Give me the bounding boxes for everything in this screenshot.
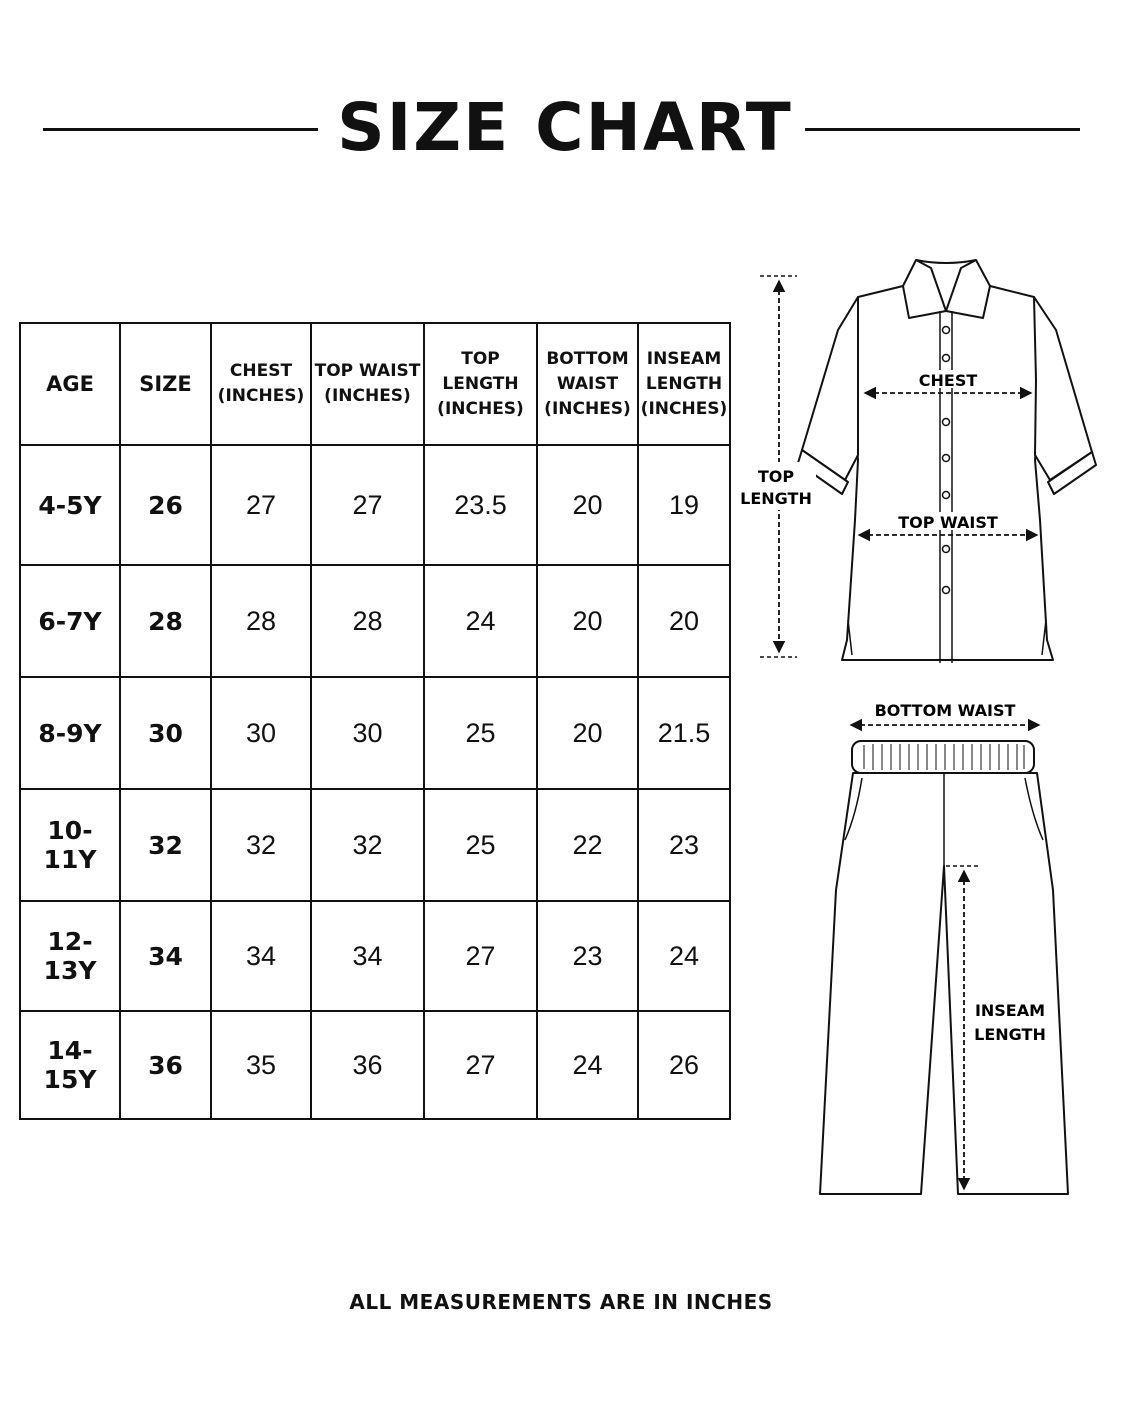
cell-size: 26	[120, 445, 211, 565]
inseam-label-line1: INSEAM	[974, 1001, 1046, 1020]
cell-bottom-waist: 20	[537, 565, 638, 677]
inseam-label-line2: LENGTH	[974, 1025, 1046, 1044]
pants-illustration	[820, 741, 1068, 1194]
cell-top-waist: 27	[311, 445, 424, 565]
cell-top-waist: 32	[311, 789, 424, 901]
cell-top-waist: 28	[311, 565, 424, 677]
cell-size: 34	[120, 901, 211, 1011]
cell-age: 6-7Y	[20, 565, 120, 677]
cell-top-length: 27	[424, 901, 537, 1011]
cell-chest: 28	[211, 565, 311, 677]
cell-top-waist: 34	[311, 901, 424, 1011]
header-bottom-waist: BOTTOM WAIST (INCHES)	[537, 323, 638, 445]
top-waist-label: TOP WAIST	[898, 513, 998, 532]
header-inseam-length: INSEAM LENGTH (INCHES)	[638, 323, 730, 445]
cell-top-length: 25	[424, 789, 537, 901]
cell-inseam-length: 23	[638, 789, 730, 901]
cell-top-length: 23.5	[424, 445, 537, 565]
cell-size: 30	[120, 677, 211, 789]
cell-age: 4-5Y	[20, 445, 120, 565]
footer-note: ALL MEASUREMENTS ARE IN INCHES	[349, 1290, 773, 1314]
cell-top-length: 27	[424, 1011, 537, 1119]
cell-chest: 27	[211, 445, 311, 565]
cell-top-length: 24	[424, 565, 537, 677]
cell-chest: 34	[211, 901, 311, 1011]
cell-bottom-waist: 23	[537, 901, 638, 1011]
chest-label: CHEST	[918, 371, 978, 390]
cell-inseam-length: 20	[638, 565, 730, 677]
cell-inseam-length: 24	[638, 901, 730, 1011]
cell-age: 12-13Y	[20, 901, 120, 1011]
cell-chest: 30	[211, 677, 311, 789]
header-size: SIZE	[120, 323, 211, 445]
cell-bottom-waist: 20	[537, 677, 638, 789]
top-length-label-line1: TOP	[757, 467, 795, 486]
cell-chest: 32	[211, 789, 311, 901]
cell-age: 14-15Y	[20, 1011, 120, 1119]
cell-top-length: 25	[424, 677, 537, 789]
header-top-waist: TOP WAIST (INCHES)	[311, 323, 424, 445]
cell-top-waist: 30	[311, 677, 424, 789]
cell-size: 32	[120, 789, 211, 901]
top-length-label-line2: LENGTH	[740, 489, 812, 508]
header-chest: CHEST (INCHES)	[211, 323, 311, 445]
header-age: AGE	[20, 323, 120, 445]
cell-size: 36	[120, 1011, 211, 1119]
cell-inseam-length: 21.5	[638, 677, 730, 789]
bottom-waist-label: BOTTOM WAIST	[874, 701, 1016, 720]
page-title: SIZE CHART	[337, 89, 793, 166]
cell-top-waist: 36	[311, 1011, 424, 1119]
cell-bottom-waist: 20	[537, 445, 638, 565]
header-top-length: TOP LENGTH (INCHES)	[424, 323, 537, 445]
cell-size: 28	[120, 565, 211, 677]
cell-chest: 35	[211, 1011, 311, 1119]
cell-age: 8-9Y	[20, 677, 120, 789]
cell-bottom-waist: 22	[537, 789, 638, 901]
cell-inseam-length: 26	[638, 1011, 730, 1119]
cell-inseam-length: 19	[638, 445, 730, 565]
cell-age: 10-11Y	[20, 789, 120, 901]
cell-bottom-waist: 24	[537, 1011, 638, 1119]
